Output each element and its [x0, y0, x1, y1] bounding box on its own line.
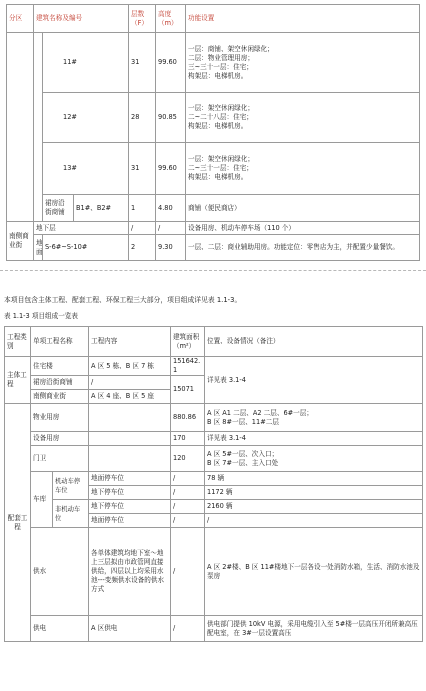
content-cell: [89, 446, 171, 472]
function-cell: [186, 93, 420, 143]
note-line: B 区 7#一层、主入口处: [207, 458, 279, 467]
location-cell: [205, 446, 423, 472]
area-cell: /: [171, 486, 205, 500]
function-line: 二~三十一层：住宅；: [188, 164, 253, 172]
shop-id: B1#、B2#: [76, 203, 112, 212]
shop-row-cell: [43, 195, 129, 222]
content-cell: 地下停车位: [89, 486, 171, 500]
location-header: 位置、设备情况（备注）: [205, 327, 423, 357]
table-row: [5, 500, 423, 514]
table-row: [7, 143, 420, 195]
note-line: B 区 8#一层、11#二层: [207, 417, 279, 426]
area-cell: /: [171, 472, 205, 486]
function-line: 构架层：电梯机房。: [188, 71, 248, 80]
function-line: 二~二十八层：住宅；: [188, 113, 253, 121]
function-cell: 商铺（便民商店）: [186, 195, 420, 222]
location-cell: 1172 辆: [205, 486, 423, 500]
street-zone-cell: 南侧商业街: [7, 222, 34, 261]
height-cell: 4.80: [156, 195, 186, 222]
building-id-cell: 13#: [43, 143, 129, 195]
area-cell: /: [171, 616, 205, 642]
motor-label: 机动车停车位: [53, 472, 89, 500]
page-divider: [0, 270, 426, 272]
support-category: 配套工程: [5, 404, 31, 642]
table-row: [5, 404, 423, 432]
content-header: 工程内容: [89, 327, 171, 357]
table-row: [7, 93, 420, 143]
content-cell: 地面停车位: [89, 472, 171, 486]
content-cell: 地下停车位: [89, 500, 171, 514]
function-line: 构架层：电梯机房。: [188, 122, 248, 130]
location-cell: 详见表 3.1-4: [205, 432, 423, 446]
content-cell: 各单体建筑均地下室～地上三层拟由市政管网直接供给，四层以上均采用水池---变频供水设备的供水方式: [89, 528, 171, 616]
height-cell: 90.85: [156, 93, 186, 143]
floors-header: 层数（F）: [129, 5, 156, 33]
main-category: 主体工程: [5, 357, 31, 404]
content-cell: A 区 4 座、B 区 5 座: [89, 390, 171, 404]
floors-cell: /: [129, 222, 156, 235]
function-line: 一层：架空休闲绿化；: [188, 104, 254, 112]
note-line: A 区 5#一层、次入口；: [207, 449, 279, 458]
shop-name: 裙房沿街商铺: [43, 195, 74, 221]
zone-header: 分区: [7, 5, 34, 33]
spacer-cell: [34, 33, 43, 222]
height-cell: 9.30: [156, 235, 186, 261]
content-cell: [89, 432, 171, 446]
function-line: 一层：架空休闲绿化；: [188, 155, 254, 163]
table-row: [5, 616, 423, 642]
building-id-cell: 12#: [43, 93, 129, 143]
unit-cell: 南侧商业街: [31, 390, 89, 404]
height-header: 高度（m）: [156, 5, 186, 33]
content-cell: A 区供电: [89, 616, 171, 642]
underground-name: 地下层: [34, 222, 129, 235]
function-cell: [186, 143, 420, 195]
unit-cell: 裙房沿街商铺: [31, 376, 89, 390]
content-cell: A 区 5 栋、B 区 7 栋: [89, 357, 171, 376]
location-cell: 78 辆: [205, 472, 423, 486]
building-id-cell: 11#: [43, 33, 129, 93]
function-cell: 设备用房、机动车停车场（110 个）: [186, 222, 420, 235]
unit-cell: 设备用房: [31, 432, 89, 446]
table-row: [5, 432, 423, 446]
table-row: [5, 472, 423, 486]
area-cell: 880.86: [171, 404, 205, 432]
shop-inner: [43, 195, 128, 221]
function-cell: 一层、二层：商业辅助用房。功能定位：零售店为主，并配置少量餐饮。: [186, 235, 420, 261]
ground-name: 地面: [34, 235, 43, 261]
table-row: [5, 528, 423, 616]
unit-cell: 供水: [31, 528, 89, 616]
table-row: [5, 446, 423, 472]
location-cell: [205, 404, 423, 432]
table2-header-row: [5, 327, 423, 357]
height-cell: /: [156, 222, 186, 235]
area-cell: 151642.1: [171, 357, 205, 376]
category-header: 工程类别: [5, 327, 31, 357]
unit-cell: 供电: [31, 616, 89, 642]
zone-cell-residential: [7, 33, 34, 222]
floors-cell: 31: [129, 143, 156, 195]
area-cell: /: [171, 528, 205, 616]
table-row: [7, 195, 420, 222]
height-cell: 99.60: [156, 143, 186, 195]
ground-id: S-6#~S-10#: [43, 235, 129, 261]
table-row: [7, 222, 420, 235]
location-cell: 详见表 3.1-4: [205, 357, 423, 404]
area-cell: 15071: [171, 376, 205, 404]
height-cell: 99.60: [156, 33, 186, 93]
unit-cell: 门卫: [31, 446, 89, 472]
garage-label: 车库: [31, 472, 53, 528]
function-line: 二层：物业管理用房；: [188, 53, 254, 62]
location-cell: 2160 辆: [205, 500, 423, 514]
project-composition-table: [4, 326, 423, 642]
function-cell: [186, 33, 420, 93]
content-cell: /: [89, 376, 171, 390]
unit-cell: 物业用房: [31, 404, 89, 432]
location-cell: 供电部门提供 10kV 电源，采用电缆引入至 5#楼一层高压开闭所兼高压配电室，在 3#一层设置高压: [205, 616, 423, 642]
content-cell: [89, 404, 171, 432]
area-header: 建筑面积（m²）: [171, 327, 205, 357]
function-line: 构架层：电梯机房。: [188, 173, 248, 181]
table-row: [7, 235, 420, 261]
table-caption: 表 1.1-3 项目组成一览表: [4, 312, 79, 320]
area-cell: 170: [171, 432, 205, 446]
nonmotor-label: 非机动车位: [53, 500, 89, 528]
building-function-table: [6, 4, 420, 261]
building-header: 建筑名称及编号: [34, 5, 129, 33]
unit-header: 单项工程名称: [31, 327, 89, 357]
function-line: 一层：商铺、架空休闲绿化；: [188, 44, 274, 53]
note-line: A 区 A1 二层、A2 二层、6#一层；: [207, 408, 313, 417]
area-cell: /: [171, 500, 205, 514]
function-header: 功能设置: [186, 5, 420, 33]
table-row: [7, 33, 420, 93]
intro-paragraph: 本项目包含主体工程、配套工程、环保工程三大部分，项目组成详见表 1.1-3。: [4, 296, 242, 304]
floors-cell: 2: [129, 235, 156, 261]
floors-cell: 31: [129, 33, 156, 93]
floors-cell: 28: [129, 93, 156, 143]
area-cell: /: [171, 514, 205, 528]
floors-cell: 1: [129, 195, 156, 222]
table-row: [5, 357, 423, 376]
area-cell: 120: [171, 446, 205, 472]
unit-cell: 住宅楼: [31, 357, 89, 376]
table1-header-row: [7, 5, 420, 33]
function-line: 三~三十一层：住宅；: [188, 62, 253, 71]
location-cell: /: [205, 514, 423, 528]
content-cell: 地面停车位: [89, 514, 171, 528]
location-cell: A 区 2#楼、B 区 11#楼地下一层各设一处消防水箱，生活、消防水池及泵房: [205, 528, 423, 616]
